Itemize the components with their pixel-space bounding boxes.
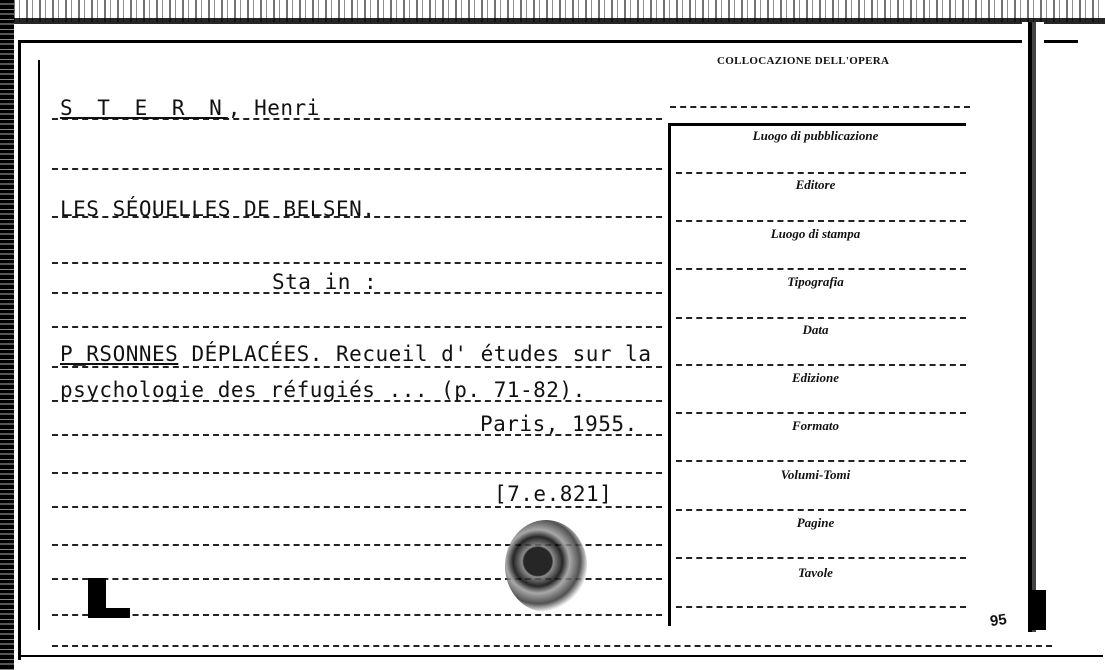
source-line-1 (60, 342, 651, 366)
field-publisher: Editore (795, 177, 836, 192)
field-line (676, 317, 966, 319)
card-bottom-border (18, 655, 1103, 657)
ruled-line (52, 645, 1052, 647)
field-edition: Edizione (792, 370, 839, 385)
sta-in-label: Sta in : (272, 270, 378, 294)
field-printer: Tipografia (787, 274, 844, 289)
field-volumes: Volumi-Tomi (780, 467, 851, 482)
corner-number: 95 (988, 610, 1008, 631)
ruled-line (52, 326, 662, 328)
field-place-of-publication: Luogo di pubblicazione (752, 128, 879, 143)
author-given-name: Henri (254, 96, 320, 120)
field-format: Formato (792, 418, 839, 433)
field-line (676, 509, 966, 511)
handwritten-mark-base (88, 608, 130, 618)
card-margin-line (38, 60, 40, 630)
card-top-border (18, 40, 1078, 43)
author-surname: S T E R N (60, 96, 228, 120)
ruled-line (670, 106, 970, 108)
field-line (676, 460, 966, 462)
ruled-line (52, 614, 662, 616)
source-line-2: psychologie des réfugiés ... (p. 71-82). (60, 378, 586, 402)
scan-left-artifact (0, 0, 14, 670)
field-pages: Pagine (796, 515, 835, 530)
field-line (676, 606, 966, 608)
ruled-line (52, 472, 662, 474)
card-left-border (18, 40, 21, 660)
source-line-1-lead: P_RSONNES (60, 342, 179, 366)
field-place-of-printing: Luogo di stampa (770, 226, 861, 241)
ruled-line (52, 366, 662, 368)
library-stamp (505, 520, 587, 612)
field-line (676, 268, 966, 270)
work-title: LES SÉQUELLES DE BELSEN. (60, 197, 376, 221)
field-line (676, 220, 966, 222)
ruled-line (52, 262, 662, 264)
source-imprint: Paris, 1955. (480, 412, 638, 436)
field-date: Data (802, 322, 829, 337)
field-line (676, 557, 966, 559)
source-line-1-rest: DÉPLACÉES. Recueil d' études sur la (191, 342, 652, 366)
author-line (60, 96, 320, 120)
field-line (676, 412, 966, 414)
author-separator: , (227, 96, 241, 120)
card-right-border (1022, 22, 1044, 632)
field-plates: Tavole (798, 565, 833, 580)
collocation-header: COLLOCAZIONE DELL'OPERA (717, 55, 890, 67)
field-line (676, 364, 966, 366)
shelfmark: [7.e.821] (494, 482, 613, 506)
field-line (676, 172, 966, 174)
card-right-artifact (1030, 590, 1046, 630)
ruled-line (52, 506, 662, 508)
ruled-line (52, 168, 662, 170)
scan-top-border (0, 18, 1105, 24)
